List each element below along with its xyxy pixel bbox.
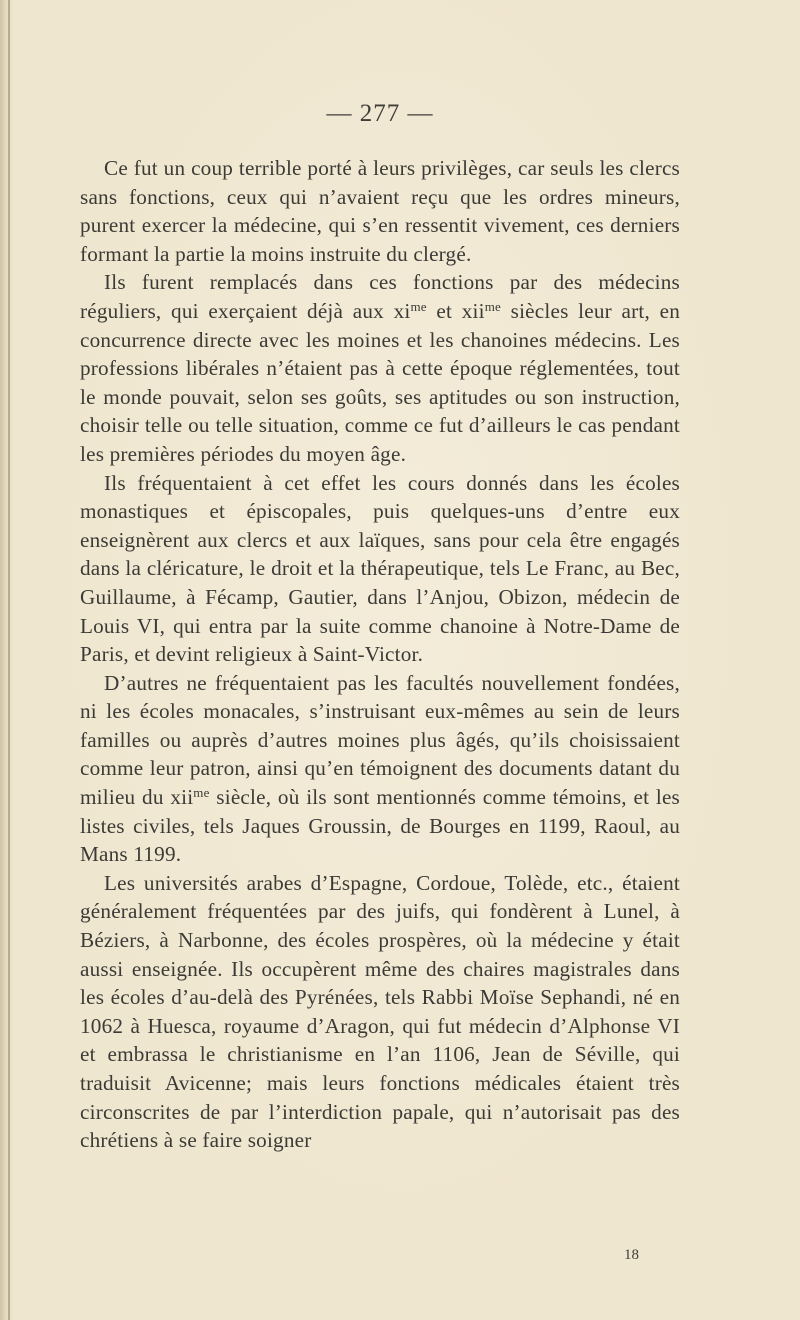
superscript: me: [410, 298, 427, 314]
paragraph-text: Ils furent remplacés dans ces fonctions par des médecins réguliers, qui exerçaient déjà aux xi: [80, 270, 680, 323]
paragraph: [80, 869, 680, 1155]
page-binding-edge: [8, 0, 10, 1320]
paragraph: [80, 469, 680, 669]
paragraph-text: Ils fréquentaient à cet effet les cours donnés dans les écoles monastiques et épiscopales, puis quelques-uns d’entre eux enseignèrent aux clercs et aux laïques, sans pour cela être engagés dans la cléricature, le droit et la thérapeutique, tels Le Franc, au Bec, Guillaume, à Fécamp, Gautier, dans l’Anjou, Obizon, médecin de Louis VI, qui entra par la suite comme chanoine à Notre-Dame de Paris, et devint religieux à Saint-Victor.: [80, 470, 680, 667]
paragraph: [80, 268, 680, 468]
paragraph-text: et xii: [426, 298, 485, 323]
paragraph-text: Ce fut un coup terrible porté à leurs privilèges, car seuls les clercs sans fonctions, ceux qui n’avaient reçu que les ordres mineurs, purent exercer la médecine, qui s’en ressentit vivement, ces derniers formant la partie la moins instruite du clergé.: [80, 156, 680, 266]
body-text: [80, 154, 680, 1155]
paragraph-text: siècles leur art, en concurrence directe avec les moines et les chanoines médecins. Les professions libérales n’étaient pas à cette époque réglementées, tout le monde pouvait, selon ses goûts, ses aptitudes ou son instruction, choisir telle ou telle situation, comme ce fut d’ailleurs le cas pendant les premières périodes du moyen âge.: [80, 298, 680, 466]
page-number: — 277 —: [326, 100, 434, 127]
paragraph-text: siècle, où ils sont mentionnés comme témoins, et les listes civiles, tels Jaques Groussin, de Bourges en 1199, Raoul, au Mans 1199.: [80, 785, 680, 867]
superscript: me: [484, 298, 501, 314]
paragraph: [80, 669, 680, 869]
paragraph-text: D’autres ne fréquentaient pas les facultés nouvellement fondées, ni les écoles monacales, s’instruisant eux-mêmes au sein de leurs familles ou auprès d’autres moines plus âgés, qu’ils choisissaient comme leur patron, ainsi qu’en témoignent des documents datant du milieu du xii: [80, 670, 680, 810]
signature-mark: 18: [624, 1247, 639, 1263]
paragraph: [80, 154, 680, 268]
paragraph-text: Les universités arabes d’Espagne, Cordoue, Tolède, etc., étaient généralement fréquentées par des juifs, qui fondèrent à Lunel, à Béziers, à Narbonne, des écoles prospères, où la médecine y était aussi enseignée. Ils occupèrent même des chaires magistrales dans les écoles d’au-delà des Pyrénées, tels Rabbi Moïse Sephandi, né en 1062 à Huesca, royaume d’Aragon, qui fut médecin d’Alphonse VI et embrassa le christianisme en l’an 1106, Jean de Séville, qui traduisit Avicenne; mais leurs fonctions médicales étaient très circonscrites de par l’interdiction papale, qui n’autorisait pas des chrétiens à se faire soigner: [80, 870, 680, 1153]
superscript: me: [193, 785, 210, 801]
